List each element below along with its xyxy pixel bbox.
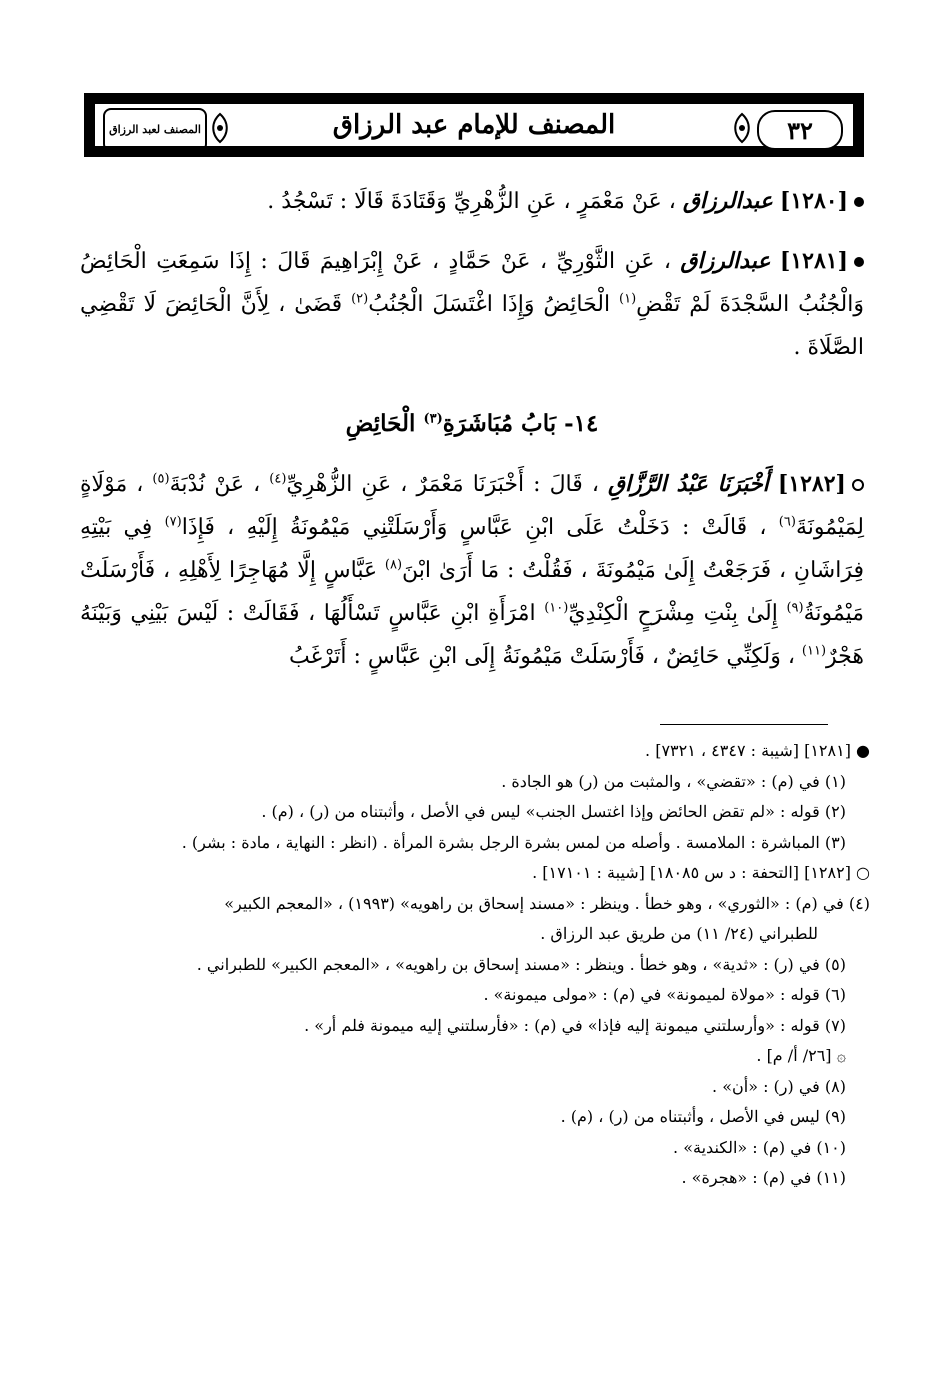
header-frame — [93, 102, 855, 148]
ornament-icon — [731, 112, 753, 144]
bullet-icon — [854, 197, 864, 207]
page-reference: ۞ [٢٦/ أ/ م] . — [756, 1046, 846, 1065]
chapter-title: بَابُ مُبَاشَرَةِ — [442, 410, 557, 437]
page-header — [84, 93, 864, 157]
hadith-text: ، عَنِ الثَّوْرِيِّ ، عَنْ حَمَّادٍ ، عَنْ إِبْرَاهِيمَ قَالَ : إِذَا سَمِعَتِ الْحَائِضُ وَالْجُنُبُ السَّجْدَةَ لَمْ تَقْضِ — [80, 249, 864, 317]
chapter-title: الْحَائِضِ — [345, 410, 416, 437]
hadith-text: عَبَّاسٍ إِلَّا مُهَاجِرًا لِأَهْلِهِ ، فَأَرْسَلَتْ مَيْمُونَةُ — [80, 558, 865, 626]
open-bullet-icon — [852, 479, 864, 491]
hadith-number: [١٢٨٠] — [779, 188, 848, 214]
hadith-text: ، مَوْلَاةٍ لِمَيْمُونَةَ — [80, 472, 864, 540]
footnote-ref: (٧) — [164, 514, 182, 530]
hadith-text: ، عَنْ نُدْبَةَ — [169, 472, 261, 497]
footnote-ref: (٨) — [384, 557, 403, 573]
footnote: (٣) المباشرة : الملامسة . وأصله من لمس بشرة الرجل بشرة المرأة . (انظر : النهاية ، مادة : بشر) . — [181, 832, 846, 852]
footnote: (٥) في (ر) : «ثدية» ، وهو خطأ . وينظر : «مسند إسحاق بن راهويه» ، «المعجم الكبير» للطبراني . — [196, 954, 846, 974]
footnote: (١١) في (م) : «هجرة» . — [681, 1168, 846, 1187]
hadith-text: قَضَىٰ ، لِأَنَّ الْحَائِضَ لَا تَقْضِي الصَّلَاةَ . — [80, 292, 864, 360]
hadith-text: ، قَالَتْ : دَخَلْتُ عَلَى ابْنِ عَبَّاسٍ وَأَرْسَلَتْنِي مَيْمُونَةُ إِلَيْهِ ، فَإِذَا — [181, 515, 767, 540]
footnote: (٤) في (م) : «الثوري» ، وهو خطأ . وينظر : «مسند إسحاق بن راهويه» (١٩٩٣) ، «المعجم الكبير» — [224, 893, 870, 913]
hadith-text: امْرَأَةِ ابْنِ عَبَّاسٍ تَسْأَلُهَا ، فَقَالَتْ : لَيْسَ بَيْنِي وَبَيْنَهُ هَجْرٌ — [80, 601, 864, 669]
hadith-entry-1282 — [80, 463, 864, 678]
hadith-author: عبدالرزاق — [682, 188, 773, 214]
hadith-text: فِي بَيْتِهِ فِرَاشَانِ ، فَرَجَعْتُ إِلَىٰ مَيْمُونَةَ ، فَقُلْتُ : مَا أَرَىٰ ابْنَ — [80, 515, 864, 583]
hadith-text: إِلَىٰ بِنْتِ مِشْرَحٍ الْكِنْدِيِّ — [568, 601, 778, 626]
footnote: (٧) قوله : «وأرسلتني ميمونة إليه فإذا» في (م) : «فأرسلتني إليه ميمونة فلم أر» . — [304, 1015, 846, 1035]
footnote-ref: (٤) — [269, 471, 287, 487]
footnote-ref: (٢) — [351, 291, 369, 307]
page-number: ٣٢ — [757, 110, 843, 150]
hadith-author: أَخْبَرَنَا عَبْدُ الرَّزَّاقِ — [607, 471, 769, 497]
book-seal-logo: المصنف لعبد الرزاق — [103, 108, 207, 152]
footnote-ref: (١٠) — [544, 600, 569, 616]
hadith-text: ، وَلَكِنِّي حَائِضٌ ، فَأَرْسَلَتْ مَيْمُونَةُ إِلَى ابْنِ عَبَّاسٍ : أَتَرْغَبُ — [289, 644, 795, 669]
hadith-entry-1281 — [80, 240, 864, 369]
footnote-ref: (٩) — [786, 600, 804, 616]
footnote-ref: (٣) — [423, 411, 443, 427]
footnote: (٩) ليس في الأصل ، وأثبتناه من (ر) ، (م) . — [560, 1107, 846, 1126]
footnote-continuation: للطبراني (٢٤/ ١١) من طريق عبد الرزاق . — [540, 924, 818, 943]
footnote-ref: (٦) — [778, 514, 796, 530]
footnote: (٢) قوله : «لم تقض الحائض وإذا اغتسل الجنب» ليس في الأصل ، وأثبتناه من (ر) ، (م) . — [261, 802, 846, 821]
footnote-ref: (١) — [619, 291, 637, 307]
running-title: المصنف للإمام عبد الرزاق — [332, 110, 616, 140]
hadith-number: [١٢٨٢] — [777, 471, 846, 497]
bullet-icon — [854, 257, 864, 267]
hadith-author: عبدالرزاق — [680, 248, 771, 274]
footnote: (١٠) في (م) : «الكندية» . — [673, 1137, 846, 1157]
chapter-heading — [80, 410, 864, 437]
footnote-source: ○ [١٢٨٢] [التحفة : د س ١٨٠٨٥] [شيبة : ١٧١٠١] . — [532, 863, 870, 882]
hadith-entry-1280 — [80, 180, 864, 223]
hadith-text: ، قَالَ : أَخْبَرَنَا مَعْمَرٌ ، عَنِ الزُّهْرِيِّ — [286, 472, 599, 497]
hadith-text: الْحَائِضُ وَإِذَا اغْتَسَلَ الْجُنُبُ — [368, 292, 611, 317]
footnotes — [80, 736, 870, 1194]
footnote: (٦) قوله : «مولاة لميمونة» في (م) : «مولى ميمونة» . — [483, 985, 846, 1004]
footnote-source: ● [١٢٨١] [شيبة : ٤٣٤٧ ، ٧٣٢١] . — [645, 741, 870, 760]
footnote: (١) في (م) : «تقضي» ، والمثبت من (ر) هو الجادة . — [501, 771, 846, 791]
hadith-text: ، عَنْ مَعْمَرٍ ، عَنِ الزُّهْرِيِّ وَقَتَادَةَ قَالَا : تَسْجُدُ . — [267, 189, 676, 214]
footnote: (٨) في (ر) : «أن» . — [712, 1076, 846, 1096]
hadith-number: [١٢٨١] — [779, 248, 848, 274]
chapter-number: ١٤- — [564, 410, 599, 437]
footnote-ref: (٥) — [152, 471, 170, 487]
footnote-divider — [660, 724, 828, 725]
ornament-icon — [209, 112, 231, 144]
footnote-ref: (١١) — [801, 643, 827, 659]
